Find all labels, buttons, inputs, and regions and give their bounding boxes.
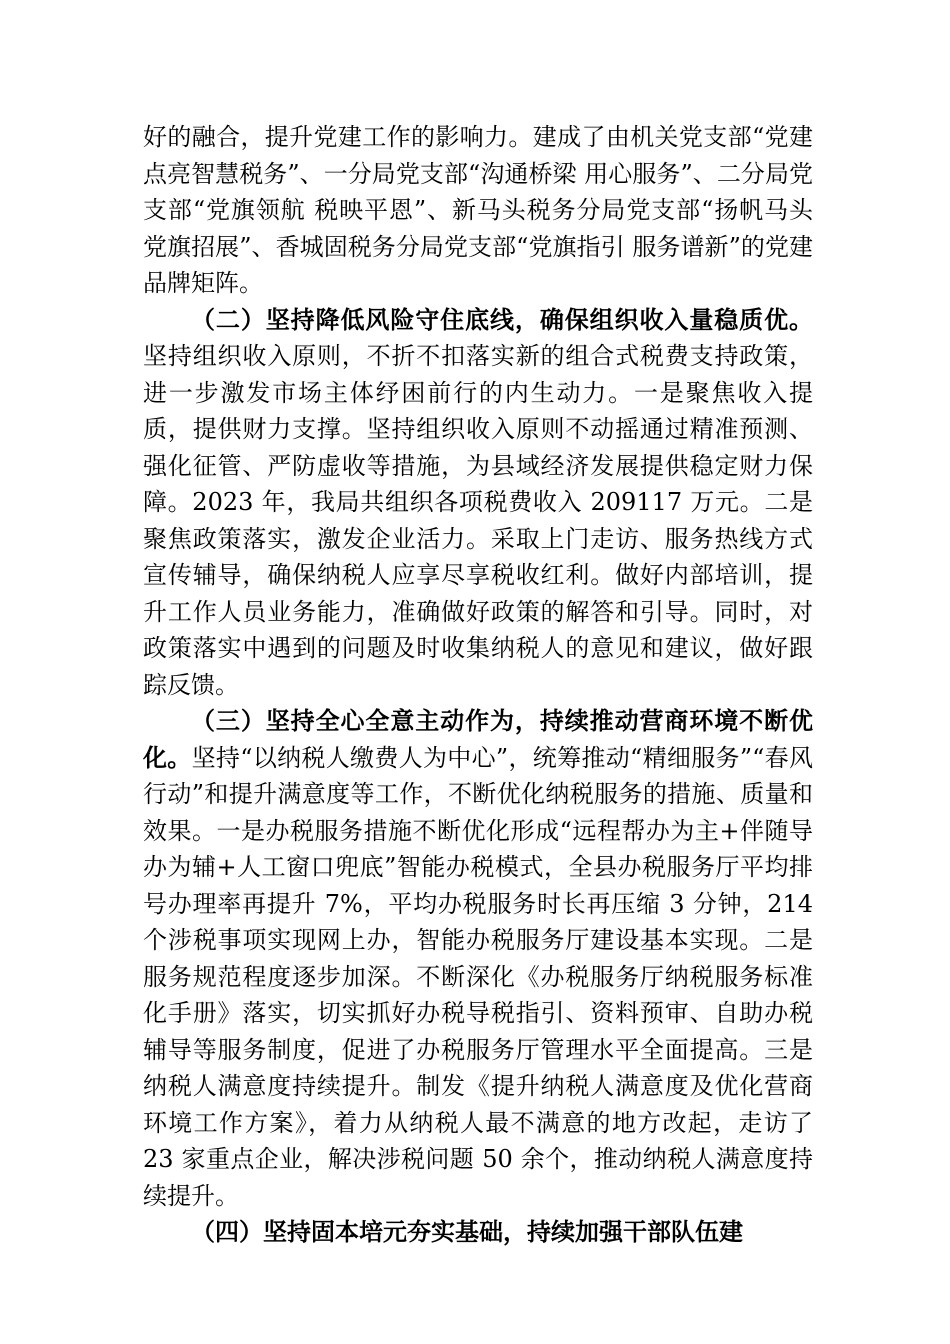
- section-2-text: 坚持组织收入原则，不折不扣落实新的组合式税费支持政策，进一步激发市场主体纾困前行的内生动力。一是聚焦收入提质，提供财力支撑。坚持组织收入原则不动摇通过精准预测、强化征管、严防虚收等措施，为县域经济发展提供稳定财力保障。2023 年，我局共组织各项税费收入 209117 万元。二是聚焦政策落实，激发企业活力。采取上门走访、服务热线方式宣传辅导，确保纳税人应享尽享税收红利。做好内部培训，提升工作人员业务能力，准确做好政策的解答和引导。同时，对政策落实中遇到的问题及时收集纳税人的意见和建议，做好跟踪反馈。: [143, 342, 813, 699]
- section-2-heading: （二）坚持降低风险守住底线，确保组织收入量稳质优。: [191, 304, 813, 334]
- paragraph-party-brand: [143, 119, 813, 302]
- section-3-text: 坚持“以纳税人缴费人为中心”，统筹推动“精细服务”“春风行动”和提升满意度等工作，不断优化纳税服务的措施、质量和效果。一是办税服务措施不断优化形成“远程帮办为主+伴随导办为辅+人工窗口兜底”智能办税模式，全县办税服务厅平均排号办理率再提升 7%，平均办税服务时长再压缩 3 分钟，214 个涉税事项实现网上办，智能办税服务厅建设基本实现。二是服务规范程度逐步加深。不断深化《办税服务厅纳税服务标准化手册》落实，切实抓好办税导税指引、资料预审、自助办税辅导等服务制度，促进了办税服务厅管理水平全面提高。三是纳税人满意度持续提升。制发《提升纳税人满意度及优化营商环境工作方案》，着力从纳税人最不满意的地方改起，走访了 23 家重点企业，解决涉税问题 50 余个，推动纳税人满意度持续提升。: [143, 743, 813, 1210]
- section-3-heading: （三）坚持全心全意主动作为，持续推动营商环境不断优化。: [143, 706, 813, 772]
- paragraph-section-3: [143, 703, 813, 1214]
- paragraph-section-4: [143, 1214, 813, 1251]
- paragraph-section-2: [143, 302, 813, 704]
- section-4-heading: （四）坚持固本培元夯实基础，持续加强干部队伍建: [191, 1217, 743, 1246]
- document-body: [143, 119, 813, 1251]
- paragraph-text: 好的融合，提升党建工作的影响力。建成了由机关党支部“党建点亮智慧税务”、一分局党支部“沟通桥梁 用心服务”、二分局党支部“党旗领航 税映平恩”、新马头税务分局党支部“扬帆马头 党旗招展”、香城固税务分局党支部“党旗指引 服务谱新”的党建品牌矩阵。: [143, 123, 813, 297]
